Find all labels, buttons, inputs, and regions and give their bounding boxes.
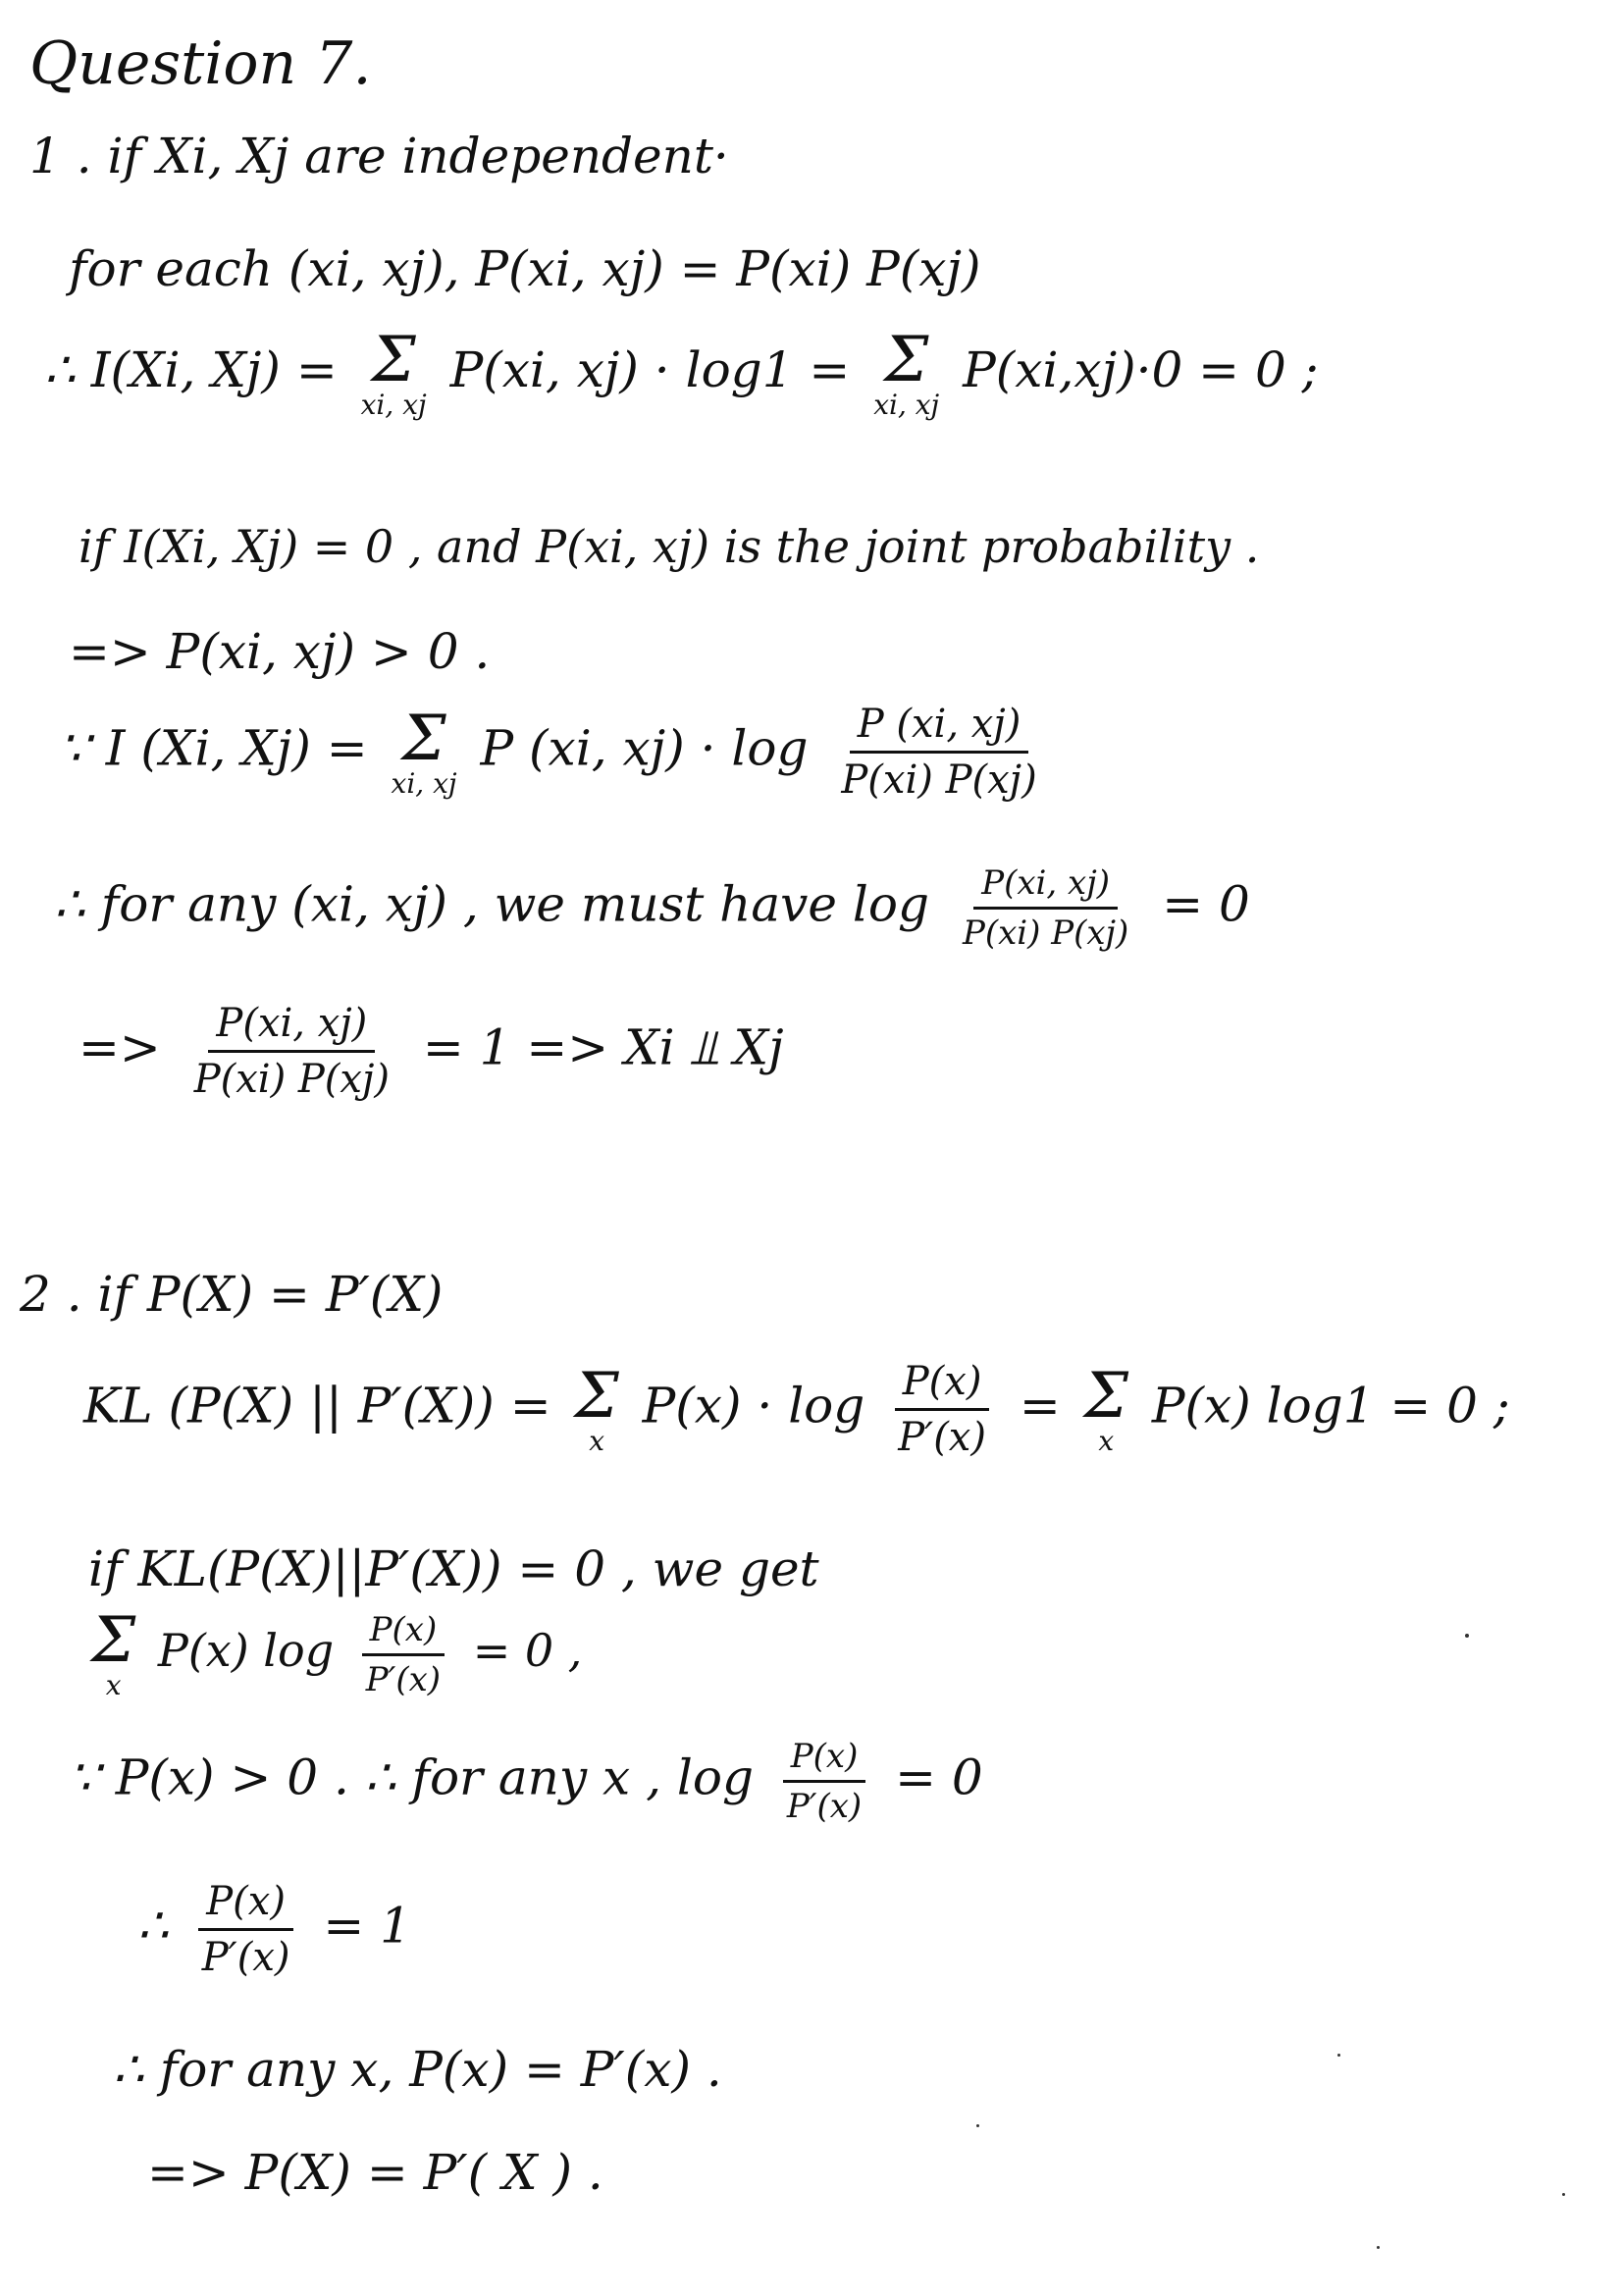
fraction-denominator: P(xi) P(xj) bbox=[193, 1057, 390, 1102]
fraction-numerator: P(xi, xj) bbox=[208, 1001, 375, 1053]
fraction bbox=[358, 1610, 448, 1699]
fraction-denominator: P(xi) P(xj) bbox=[962, 913, 1129, 953]
part1-line-ratio bbox=[79, 1001, 784, 1102]
fraction-denominator: P′(x) bbox=[786, 1787, 863, 1826]
fraction-numerator: P (xi, xj) bbox=[850, 702, 1029, 754]
fraction bbox=[194, 1879, 298, 1980]
fraction-numerator: P(xi, xj) bbox=[973, 863, 1118, 910]
fraction bbox=[890, 1359, 994, 1460]
fraction-denominator: P′(x) bbox=[898, 1415, 986, 1460]
scan-speck bbox=[1465, 1634, 1469, 1638]
fraction bbox=[186, 1001, 397, 1102]
sum-subscript: x bbox=[589, 1424, 605, 1457]
sum-subscript: xi, xj bbox=[391, 766, 457, 800]
sum-end: = 0 , bbox=[472, 1624, 583, 1677]
question-title: Question 7. bbox=[29, 29, 372, 98]
sum-subscript: x bbox=[105, 1669, 122, 1701]
fraction bbox=[955, 863, 1136, 953]
fraction-numerator: P(x) bbox=[198, 1879, 293, 1931]
forany-end: = 0 bbox=[1162, 875, 1250, 933]
sum-symbol: Σ xi, xj bbox=[873, 324, 940, 421]
kl-end: P(x) log1 = 0 ; bbox=[1151, 1377, 1510, 1435]
part2-line-kl bbox=[83, 1359, 1510, 1460]
therefore-end: = 1 bbox=[323, 1897, 411, 1955]
mi-end: P(xi,xj)·0 = 0 ; bbox=[963, 341, 1319, 398]
part2-line-forany: ∴ for any x, P(x) = P′(x) . bbox=[113, 2041, 722, 2098]
sum-middle: P(x) log bbox=[157, 1624, 335, 1677]
part1-line-each: for each (xi, xj), P(xi, xj) = P(xi) P(xj) bbox=[69, 240, 981, 297]
scan-speck bbox=[1562, 2193, 1565, 2196]
forany-prefix: ∴ for any (xi, xj) , we must have log bbox=[54, 875, 930, 933]
because-middle: P (xi, xj) · log bbox=[480, 719, 809, 777]
sum-symbol: Σ xi, xj bbox=[360, 324, 427, 421]
part2-line-sum bbox=[83, 1604, 583, 1701]
sum-symbol: Σ x bbox=[574, 1359, 619, 1457]
fraction bbox=[779, 1737, 869, 1826]
part1-line-mutual-info bbox=[44, 324, 1319, 421]
scan-speck bbox=[1377, 2246, 1380, 2249]
part1-line-if: if I(Xi, Xj) = 0 , and P(xi, xj) is the joint probability . bbox=[79, 520, 1260, 573]
mi-prefix: ∴ I(Xi, Xj) = bbox=[44, 341, 338, 398]
fraction-numerator: P(x) bbox=[362, 1610, 445, 1656]
sum-subscript: xi, xj bbox=[360, 389, 427, 421]
mi-middle: P(xi, xj) · log1 = bbox=[449, 341, 851, 398]
sum-subscript: xi, xj bbox=[873, 389, 940, 421]
fraction-numerator: P(x) bbox=[783, 1737, 866, 1783]
because-end: = 0 bbox=[895, 1748, 983, 1806]
therefore-prefix: ∴ bbox=[137, 1897, 169, 1955]
part1-heading: 1 . if Xi, Xj are independent· bbox=[29, 128, 729, 184]
fraction-denominator: P(xi) P(xj) bbox=[841, 757, 1037, 803]
fraction-denominator: P′(x) bbox=[201, 1935, 290, 1980]
fraction-denominator: P′(x) bbox=[365, 1659, 442, 1699]
kl-equals: = bbox=[1019, 1377, 1061, 1435]
fraction-numerator: P(x) bbox=[895, 1359, 990, 1411]
part1-line-because bbox=[59, 702, 1055, 803]
part1-line-forany bbox=[54, 863, 1250, 953]
fraction bbox=[833, 702, 1044, 803]
sum-symbol: Σ x bbox=[91, 1604, 136, 1701]
part2-line-final: => P(X) = P′( X ) . bbox=[147, 2144, 603, 2201]
part2-line-because bbox=[69, 1737, 983, 1826]
scan-speck bbox=[1337, 2054, 1340, 2057]
part2-line-therefore bbox=[137, 1879, 411, 1980]
because-prefix: ∵ P(x) > 0 . ∴ for any x , log bbox=[69, 1748, 754, 1806]
part1-line-positive: => P(xi, xj) > 0 . bbox=[69, 623, 491, 680]
scan-speck bbox=[976, 2124, 979, 2127]
part2-heading: 2 . if P(X) = P′(X) bbox=[20, 1266, 444, 1323]
sum-symbol: Σ xi, xj bbox=[391, 702, 457, 800]
kl-middle: P(x) · log bbox=[642, 1377, 865, 1435]
part2-line-if: if KL(P(X)||P′(X)) = 0 , we get bbox=[88, 1540, 819, 1597]
sum-symbol: Σ x bbox=[1083, 1359, 1128, 1457]
because-prefix: ∵ I (Xi, Xj) = bbox=[59, 719, 368, 777]
sum-subscript: x bbox=[1098, 1424, 1115, 1457]
ratio-prefix: => bbox=[79, 1018, 161, 1076]
ratio-end: = 1 => Xi ⫫ Xj bbox=[422, 1018, 784, 1076]
kl-prefix: KL (P(X) || P′(X)) = bbox=[83, 1377, 551, 1435]
